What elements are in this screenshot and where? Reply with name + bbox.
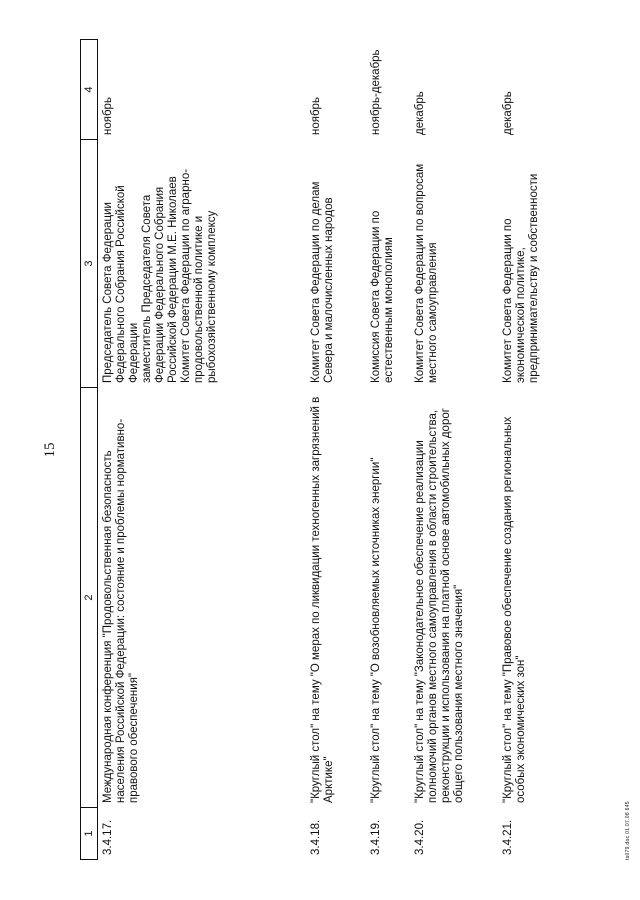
event-title: "Круглый стол" на тему "Правовое обеспечение создания региональных особых экономических зон"	[501, 416, 527, 803]
column-header: 1	[81, 808, 98, 860]
column-header: 3	[81, 140, 98, 388]
event-title: "Круглый стол" на тему "О мерах по ликвидации техногенных загрязнений в Арктике"	[309, 396, 335, 803]
date: ноябрь	[309, 97, 322, 135]
responsible: Комитет Совета Федерации по экономической политике, предпринимательству и собственности	[501, 173, 540, 383]
table-row	[410, 40, 498, 860]
table-row	[98, 40, 306, 860]
item-number: 3.4.19.	[369, 819, 382, 855]
date: декабрь	[501, 91, 514, 135]
responsible: Комитет Совета Федерации по вопросам местного самоуправления	[413, 163, 439, 383]
item-number: 3.4.21.	[501, 819, 514, 855]
item-number: 3.4.20.	[413, 819, 426, 855]
responsible: Председатель Совета Федерации Федерального Собрания Российской Федерации заместитель Председателя Совета Федерации Федерального Собрания Российской Федерации М.Е. Николаев Комитет Совета Федерации по аграрно-продовольственной политике и рыбохозяйственному комплексу	[102, 168, 218, 383]
item-number: 3.4.18.	[309, 819, 322, 855]
header-row	[81, 40, 98, 860]
rotated-content	[42, 40, 640, 860]
responsible: Комитет Совета Федерации по делам Севера и малочисленных народов	[309, 181, 335, 383]
page-number: 15	[42, 442, 58, 458]
date: декабрь	[413, 91, 426, 135]
item-number: 3.4.17.	[102, 819, 114, 855]
date: ноябрь-декабрь	[369, 49, 382, 135]
table-row	[366, 40, 410, 860]
date: ноябрь	[102, 97, 114, 135]
table-row	[306, 40, 366, 860]
schedule-table-wrap	[80, 39, 568, 860]
footer-doc-code: ts079.doc 01.07.08 645	[625, 801, 631, 860]
event-title: "Круглый стол" на тему "О возобновляемых источниках энергии"	[369, 457, 382, 803]
column-header: 4	[81, 40, 98, 140]
event-title: "Круглый стол" на тему "Законодательное обеспечение реализации полномочий органов местного самоуправления в области строительства, реконструкции и использования на платной основе автомобильных дорог общего пользования местного значения"	[413, 408, 465, 803]
responsible: Комиссия Совета Федерации по естественным монополиям	[369, 210, 395, 383]
table-row	[498, 40, 568, 860]
column-header: 2	[81, 388, 98, 808]
schedule-table	[80, 39, 568, 860]
event-title: Международная конференция "Продовольственная безопасность населения Российской Федерации: состояние и проблемы нормативно-правового обеспечения"	[102, 418, 140, 803]
